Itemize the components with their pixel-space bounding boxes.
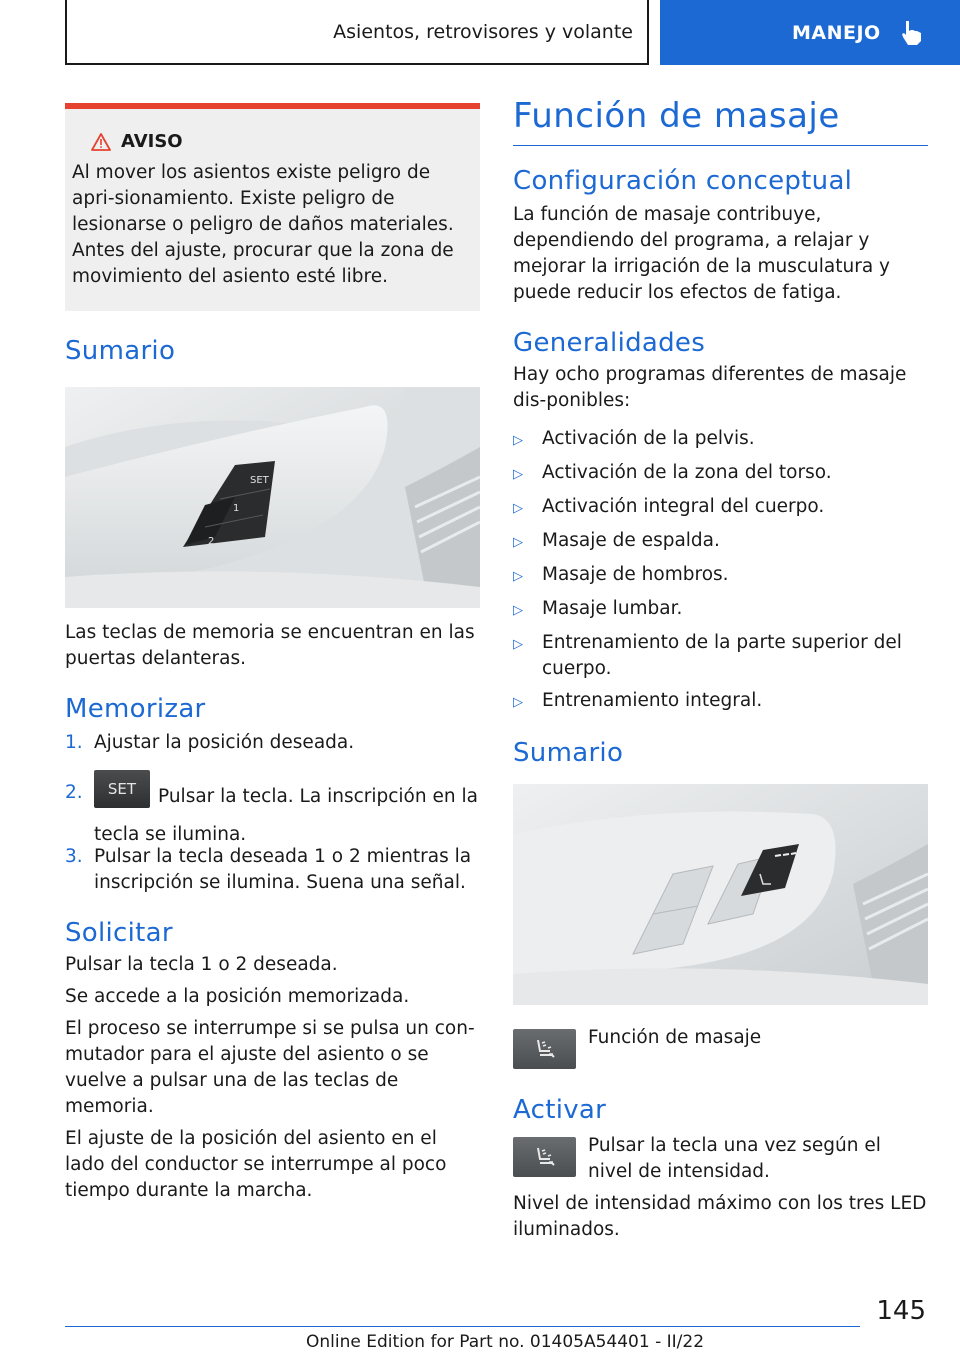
activar-heading: Activar: [513, 1095, 607, 1125]
program-text: Entrenamiento de la parte superior del cuerpo.: [542, 632, 902, 679]
general-text: Hay ocho programas diferentes de masaje dis‐ponibles:: [513, 364, 907, 411]
left-column: [65, 103, 480, 1204]
list-item: [513, 426, 928, 454]
step-text: Ajustar la posición deseada.: [94, 732, 355, 753]
key-2-label: 2: [208, 536, 215, 547]
list-bullet-icon: ▷: [513, 535, 523, 550]
activar-note: Nivel de intensidad máximo con los tres LED iluminados.: [513, 1193, 927, 1240]
footer-rule: [65, 1326, 860, 1327]
list-bullet-icon: ▷: [513, 637, 523, 652]
page-number: 145: [876, 1296, 926, 1326]
massage-button-icon: [513, 1029, 576, 1069]
warning-box: [65, 103, 480, 311]
set-button-icon: SET: [94, 770, 150, 808]
list-item: [513, 528, 928, 556]
warning-text: Al mover los asientos existe peligro de apri‐sionamiento. Existe peligro de lesionarse o peligro de daños materiales. Antes del ajuste, procurar que la zona de movimiento del asiento esté libre.: [72, 162, 454, 287]
general-heading: Generalidades: [513, 328, 706, 358]
set-key-label: SET: [250, 475, 269, 486]
program-text: Activación integral del cuerpo.: [542, 496, 825, 517]
steering-hand-icon: [897, 19, 927, 47]
solicitar-paragraph: El ajuste de la posición del asiento en el lado del conductor se interrumpe al poco tiempo durante la marcha.: [65, 1128, 447, 1201]
step-item: [65, 844, 480, 896]
list-bullet-icon: ▷: [513, 695, 523, 710]
step-body: [94, 770, 480, 845]
massage-seat-icon: [532, 1145, 558, 1169]
program-text: Masaje de hombros.: [542, 564, 729, 585]
list-item: [513, 460, 928, 488]
solicitar-paragraph: Se accede a la posición memorizada.: [65, 986, 410, 1007]
sumario-heading-left: Sumario: [65, 336, 176, 366]
program-text: Masaje lumbar.: [542, 598, 683, 619]
massage-icon-caption: Función de masaje: [588, 1027, 762, 1048]
config-heading: Configuración conceptual: [513, 166, 853, 196]
edition-text: Online Edition for Part no. 01405A54401 - II/22: [306, 1332, 705, 1352]
list-item: [513, 596, 928, 624]
list-item: [513, 630, 928, 682]
massage-title: Función de masaje: [513, 96, 840, 136]
program-text: Entrenamiento integral.: [542, 690, 763, 711]
step-number: 1.: [65, 732, 83, 753]
list-bullet-icon: ▷: [513, 501, 523, 516]
memory-buttons-image: [65, 387, 480, 608]
header-section-title: Asientos, retrovisores y volante: [333, 20, 633, 43]
warning-triangle-icon: [91, 133, 111, 151]
program-text: Activación de la pelvis.: [542, 428, 755, 449]
warning-title: [91, 131, 462, 152]
massage-icon-row: [513, 1025, 928, 1069]
program-text: Masaje de espalda.: [542, 530, 720, 551]
list-bullet-icon: ▷: [513, 603, 523, 618]
solicitar-paragraph: El proceso se interrumpe si se pulsa un con‐mutador para el ajuste del asiento o se vuelve a pulsar una de las teclas de memoria.: [65, 1018, 475, 1117]
image1-caption: Las teclas de memoria se encuentran en las puertas delanteras.: [65, 622, 475, 669]
list-bullet-icon: ▷: [513, 467, 523, 482]
header-chapter-tab: [660, 0, 960, 65]
memorizar-heading: Memorizar: [65, 694, 206, 724]
title-rule: [513, 145, 928, 146]
right-column: [513, 96, 928, 136]
massage-button-icon: [513, 1137, 576, 1177]
massage-button-image: [513, 784, 928, 1005]
step-text: Pulsar la tecla. La inscripción en la tecla se ilumina.: [94, 786, 478, 845]
step-text: Pulsar la tecla deseada 1 o 2 mientras la inscripción se ilumina. Suena una señal.: [94, 846, 472, 893]
program-text: Activación de la zona del torso.: [542, 462, 832, 483]
list-item: [513, 494, 928, 522]
activar-row: [513, 1133, 928, 1185]
activar-text: Pulsar la tecla una vez según el nivel de intensidad.: [588, 1135, 881, 1182]
step-number: 2.: [65, 782, 83, 803]
step-item: [65, 770, 480, 845]
sumario-heading-right: Sumario: [513, 738, 624, 768]
list-bullet-icon: ▷: [513, 569, 523, 584]
header-section-box: [65, 0, 649, 65]
step-item: [65, 730, 480, 756]
massage-seat-icon: [532, 1037, 558, 1061]
step-number: 3.: [65, 846, 83, 867]
warning-label: AVISO: [121, 131, 183, 152]
header-chapter-title: MANEJO: [792, 21, 881, 44]
programs-list: [513, 426, 928, 716]
right-column-body: [513, 166, 928, 1243]
solicitar-heading: Solicitar: [65, 918, 173, 948]
list-bullet-icon: ▷: [513, 433, 523, 448]
key-1-label: 1: [233, 503, 240, 514]
config-text: La función de masaje contribuye, dependiendo del programa, a relajar y mejorar la irrigación de la musculatura y puede reducir los efectos de fatiga.: [513, 204, 891, 303]
memorizar-steps: [65, 730, 480, 896]
solicitar-paragraph: Pulsar la tecla 1 o 2 deseada.: [65, 954, 338, 975]
list-item: [513, 562, 928, 590]
list-item: [513, 688, 928, 716]
